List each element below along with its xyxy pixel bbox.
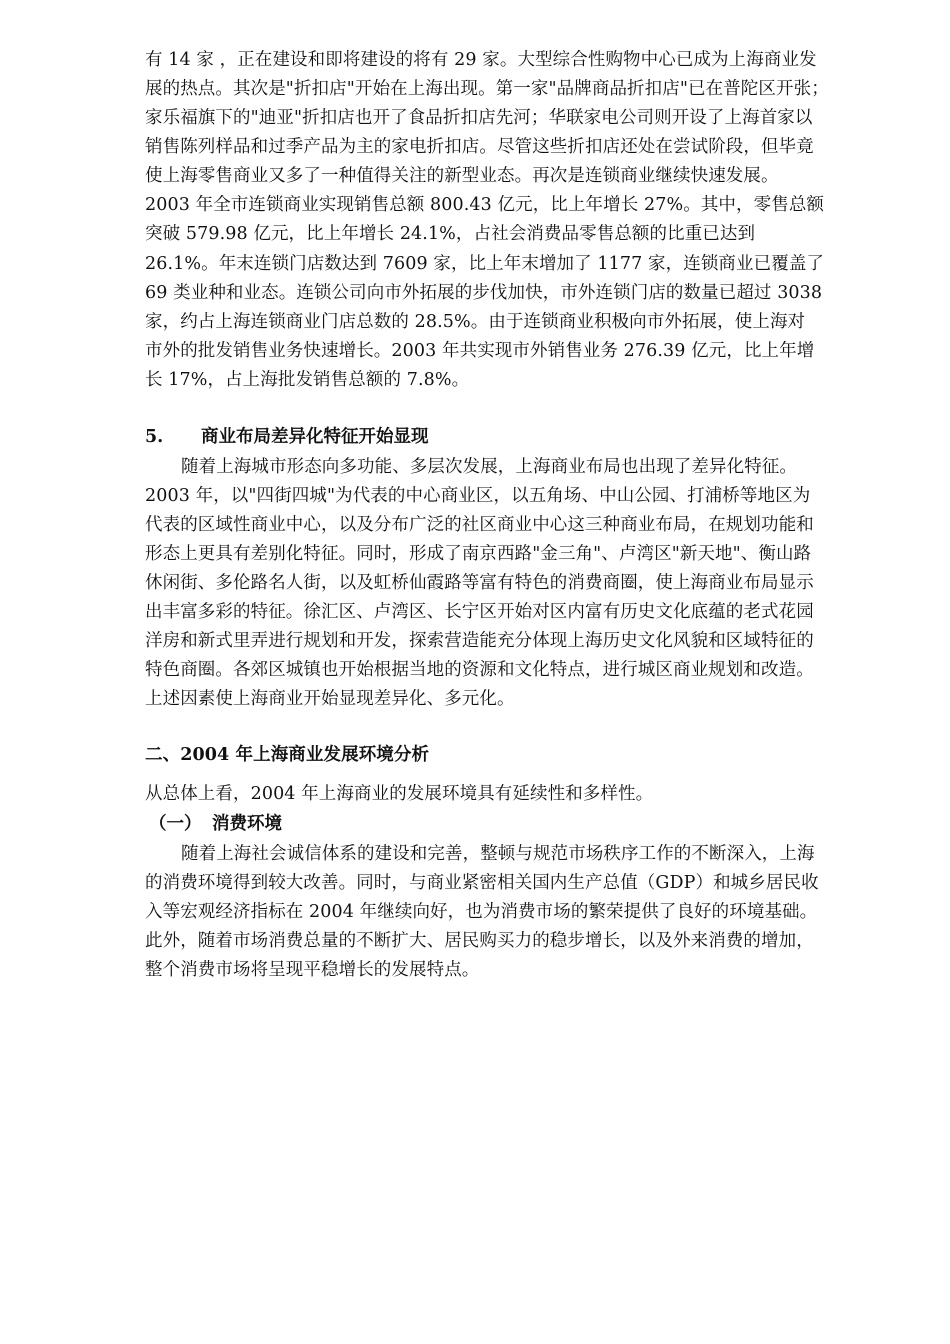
paragraph-line: 使上海零售商业又多了一种值得关注的新型业态。再次是连锁商业继续快速发展。 [145,166,779,186]
paragraph-line: 形态上更具有差别化特征。同时，形成了南京西路"金三角"、卢湾区"新天地"、衡山路 [145,544,812,564]
paragraph-line: 随着上海城市形态向多功能、多层次发展，上海商业布局也出现了差异化特征。 [181,457,797,477]
paragraph-line: 有 14 家 ，正在建设和即将建设的将有 29 家。大型综合性购物中心已成为上海商业发 [145,50,817,70]
paragraph-line: 市外的批发销售业务快速增长。2003 年共实现市外销售业务 276.39 亿元，比上年增 [145,341,815,361]
paragraph-line: 家乐福旗下的"迪亚"折扣店也开了食品折扣店先河；华联家电公司则开设了上海首家以 [145,108,813,128]
paragraph-line: 洋房和新式里弄进行规划和开发，探索营造能充分体现上海历史文化风貌和区域特征的 [145,631,814,651]
chapter-heading: 二、2004 年上海商业发展环境分析 [145,745,430,765]
paragraph-line: 2003 年，以"四街四城"为代表的中心商业区，以五角场、中山公园、打浦桥等地区为 [145,486,811,506]
paragraph-line: 从总体上看，2004 年上海商业的发展环境具有延续性和多样性。 [145,784,654,804]
paragraph-line: 出丰富多彩的特征。徐汇区、卢湾区、长宁区开始对区内富有历史文化底蕴的老式花园 [145,602,814,622]
paragraph-line: 2003 年全市连锁商业实现销售总额 800.43 亿元，比上年增长 27%。其中，零售总额 [145,195,825,215]
paragraph-line: 休闲街、多伦路名人街，以及虹桥仙霞路等富有特色的消费商圈，使上海商业布局显示 [145,573,814,593]
paragraph-line: 整个消费市场将呈现平稳增长的发展特点。 [145,960,480,980]
paragraph-line: 特色商圈。各郊区城镇也开始根据当地的资源和文化特点，进行城区商业规划和改造。 [145,660,814,680]
subsection-number: （一） [149,814,202,834]
paragraph-line: 入等宏观经济指标在 2004 年继续向好，也为消费市场的繁荣提供了良好的环境基础。 [145,902,818,922]
section-heading: 商业布局差异化特征开始显现 [201,427,429,447]
paragraph-line: 代表的区域性商业中心，以及分布广泛的社区商业中心这三种商业布局，在规划功能和 [145,515,814,535]
paragraph-line: 销售陈列样品和过季产品为主的家电折扣店。尽管这些折扣店还处在尝试阶段，但毕竟 [145,137,814,157]
subsection-heading: 消费环境 [212,814,282,834]
section-number: 5. [145,427,164,447]
paragraph-line: 长 17%，占上海批发销售总额的 7.8%。 [145,370,470,390]
paragraph-line: 突破 579.98 亿元，比上年增长 24.1%，占社会消费品零售总额的比重已达到 [145,224,756,244]
paragraph-line: 的消费环境得到较大改善。同时，与商业紧密相关国内生产总值（GDP）和城乡居民收 [145,873,819,893]
paragraph-line: 69 类业种和业态。连锁公司向市外拓展的步伐加快，市外连锁门店的数量已超过 3038 [145,283,823,303]
paragraph-line: 此外，随着市场消费总量的不断扩大、居民购买力的稳步增长，以及外来消费的增加， [145,931,814,951]
paragraph-line: 26.1%。年末连锁门店数达到 7609 家，比上年末增加了 1177 家，连锁商业已覆盖了 [145,254,825,274]
paragraph-line: 家，约占上海连锁商业门店总数的 28.5%。由于连锁商业积极向市外拓展，使上海对 [145,312,806,332]
paragraph-line: 随着上海社会诚信体系的建设和完善，整顿与规范市场秩序工作的不断深入，上海 [181,844,815,864]
paragraph-line: 上述因素使上海商业开始显现差异化、多元化。 [145,689,515,709]
paragraph-line: 展的热点。其次是"折扣店"开始在上海出现。第一家"品牌商品折扣店"已在普陀区开张； [145,79,829,99]
